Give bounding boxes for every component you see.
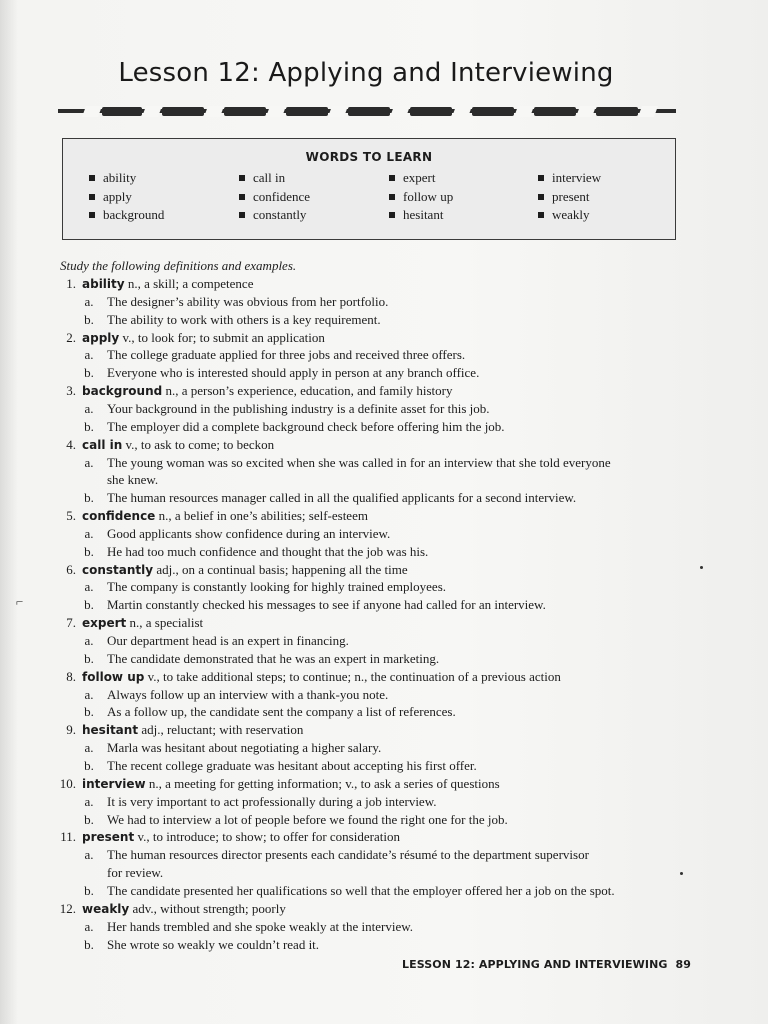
- square-bullet-icon: [239, 175, 245, 181]
- entry-number: 10.: [59, 775, 76, 791]
- entry-definition: adv., without strength; poorly: [129, 900, 286, 916]
- entry-definition: n., a person’s experience, education, and family history: [162, 383, 453, 399]
- speck: [700, 566, 703, 569]
- example-text: He had too much confidence and thought that the job was his.: [107, 543, 429, 559]
- vocab-word: [239, 206, 310, 225]
- example-letter: b.: [84, 418, 94, 434]
- example-letter: a.: [84, 347, 94, 363]
- vocab-word-text: background: [103, 207, 165, 223]
- vocab-word-text: hesitant: [403, 207, 444, 223]
- vocab-word: [89, 169, 164, 188]
- example-text: The human resources manager called in all the qualified applicants for a second interview.: [107, 490, 577, 506]
- example-text: The candidate presented her qualifications so well that the employer offered her a job on the spot.: [107, 882, 615, 898]
- vocab-word: [538, 169, 601, 188]
- footer-lesson-label: LESSON 12: APPLYING AND INTERVIEWING: [402, 958, 668, 971]
- words-to-learn-box: [62, 138, 676, 240]
- vocab-word: [538, 206, 601, 225]
- words-column: [538, 169, 601, 225]
- words-to-learn-heading: WORDS TO LEARN: [305, 150, 433, 164]
- example-text: Your background in the publishing industry is a definite asset for this job.: [107, 400, 490, 416]
- vocab-word: [89, 188, 164, 207]
- entry-definition: n., a belief in one’s abilities; self-esteem: [155, 508, 368, 523]
- vocab-word: [239, 188, 310, 207]
- entry-number: 4.: [66, 436, 76, 452]
- example-text: The human resources director presents each candidate’s résumé to the department supervisor: [107, 847, 589, 863]
- entry-number: 7.: [66, 615, 76, 631]
- example-text: As a follow up, the candidate sent the company a list of references.: [107, 704, 456, 720]
- example-letter: b.: [84, 882, 94, 898]
- entry-number: 2.: [66, 329, 76, 345]
- example-letter: b.: [84, 490, 94, 506]
- entry-word: confidence: [82, 509, 156, 523]
- entry-definition: v., to introduce; to show; to offer for consideration: [134, 829, 400, 845]
- example-letter: a.: [84, 847, 94, 863]
- entry-definition: adj., on a continual basis; happening all the time: [153, 561, 408, 577]
- entry-word: expert: [82, 616, 127, 631]
- entry-text: [82, 508, 368, 524]
- vocab-word: [89, 206, 164, 225]
- vocab-word-text: interview: [552, 170, 602, 186]
- entry-number: 5.: [66, 508, 76, 523]
- entry-word: apply: [82, 330, 120, 345]
- square-bullet-icon: [389, 212, 395, 218]
- example-text: Marla was hesitant about negotiating a higher salary.: [107, 740, 382, 756]
- entry-definition: n., a specialist: [126, 615, 204, 631]
- entry-number: 9.: [66, 722, 76, 738]
- example-letter: a.: [84, 293, 94, 309]
- example-letter: a.: [84, 633, 94, 648]
- example-letter: a.: [84, 400, 94, 416]
- square-bullet-icon: [239, 194, 245, 200]
- vocab-word-text: expert: [403, 170, 436, 186]
- example-letter: b.: [84, 704, 94, 720]
- example-text: The candidate demonstrated that he was an expert in marketing.: [107, 650, 440, 666]
- vocab-word-text: weakly: [552, 207, 590, 223]
- entry-definition: n., a skill; a competence: [124, 276, 254, 291]
- speck: [680, 872, 683, 875]
- example-text: We had to interview a lot of people before we found the right one for the job.: [107, 811, 508, 827]
- vocab-word: [239, 169, 310, 188]
- entry-number: 8.: [66, 668, 76, 684]
- square-bullet-icon: [538, 194, 544, 200]
- entry-text: [82, 383, 452, 399]
- vocab-word-text: apply: [103, 188, 132, 204]
- entry-text: [82, 437, 274, 453]
- entry-text: [82, 615, 203, 631]
- entry-definition: n., a meeting for getting information; v., to ask a series of questions: [145, 775, 500, 791]
- entry-number: 12.: [59, 900, 76, 916]
- vocab-word-text: confidence: [253, 188, 311, 204]
- square-bullet-icon: [89, 175, 95, 181]
- example-letter: b.: [84, 543, 94, 559]
- entry-word: present: [82, 830, 135, 845]
- example-text: She wrote so weakly we couldn’t read it.: [107, 936, 320, 952]
- example-text: The recent college graduate was hesitant about accepting his first offer.: [107, 758, 477, 773]
- entry-word: follow up: [82, 669, 145, 684]
- entry-word: ability: [82, 277, 125, 291]
- entry-word: interview: [82, 776, 146, 791]
- entry-text: [82, 829, 400, 845]
- decorative-band: [58, 106, 676, 117]
- example-text: Our department head is an expert in financing.: [107, 633, 349, 648]
- entry-text: [82, 562, 408, 578]
- example-letter: a.: [84, 740, 94, 756]
- entry-text: [82, 722, 303, 738]
- page-number: 89: [675, 958, 692, 971]
- example-text: Always follow up an interview with a thank-you note.: [107, 686, 389, 702]
- example-text: The company is constantly looking for highly trained employees.: [107, 579, 447, 595]
- margin-pen-mark: ⌐: [16, 594, 24, 609]
- entry-definition: v., to take additional steps; to continue; n., the continuation of a previous action: [144, 668, 561, 684]
- vocab-word: [389, 169, 453, 188]
- study-instructions: Study the following definitions and examples.: [60, 258, 297, 273]
- square-bullet-icon: [538, 212, 544, 218]
- example-letter: a.: [84, 686, 94, 702]
- example-text: The young woman was so excited when she was called in for an interview that she told everyone: [107, 454, 611, 470]
- example-text: Everyone who is interested should apply in person at any branch office.: [107, 365, 480, 381]
- example-text: The ability to work with others is a key requirement.: [107, 311, 381, 327]
- vocab-word: [538, 188, 601, 207]
- words-column: [239, 169, 310, 225]
- entry-definition: v., to ask to come; to beckon: [122, 436, 275, 452]
- vocab-word: [389, 206, 453, 225]
- entry-word: background: [82, 384, 163, 399]
- square-bullet-icon: [389, 194, 395, 200]
- lesson-title: Lesson 12: Applying and Interviewing: [118, 58, 614, 88]
- example-letter: b.: [84, 597, 94, 613]
- entry-word: constantly: [82, 562, 154, 577]
- entry-definition: v., to look for; to submit an application: [119, 329, 325, 345]
- example-text: It is very important to act professionally during a job interview.: [107, 793, 437, 809]
- entry-word: hesitant: [82, 723, 139, 738]
- entry-definition: adj., reluctant; with reservation: [138, 722, 304, 738]
- example-letter: b.: [84, 365, 94, 381]
- example-text: The employer did a complete background check before offering him the job.: [107, 418, 505, 434]
- vocab-word-text: call in: [253, 170, 286, 186]
- example-letter: a.: [84, 454, 94, 470]
- words-column: [89, 169, 164, 225]
- entry-word: call in: [82, 437, 123, 452]
- words-column: [389, 169, 453, 225]
- example-letter: a.: [84, 525, 94, 541]
- entry-word: weakly: [82, 901, 130, 916]
- entry-number: 3.: [66, 383, 76, 399]
- example-text: for review.: [107, 865, 164, 881]
- vocab-word-text: constantly: [253, 207, 307, 223]
- example-text: Good applicants show confidence during an interview.: [107, 525, 391, 541]
- entry-number: 11.: [60, 829, 76, 845]
- example-letter: a.: [84, 793, 94, 809]
- example-text: Her hands trembled and she spoke weakly at the interview.: [107, 918, 414, 934]
- example-letter: b.: [84, 811, 94, 827]
- example-letter: b.: [84, 936, 94, 952]
- vocab-word-text: present: [552, 188, 590, 204]
- example-text: Martin constantly checked his messages to see if anyone had called for an interview.: [107, 597, 546, 613]
- page-footer: [402, 958, 691, 971]
- square-bullet-icon: [538, 175, 544, 181]
- square-bullet-icon: [389, 175, 395, 181]
- example-letter: b.: [84, 650, 94, 666]
- entry-number: 1.: [66, 276, 76, 291]
- entry-number: 6.: [66, 561, 76, 577]
- example-letter: b.: [84, 311, 94, 327]
- vocab-word-text: ability: [103, 170, 137, 186]
- vocab-word-text: follow up: [403, 188, 454, 204]
- example-letter: a.: [84, 579, 94, 595]
- entry-text: [82, 669, 561, 685]
- entry-text: [82, 776, 500, 792]
- square-bullet-icon: [239, 212, 245, 218]
- example-letter: a.: [84, 918, 94, 934]
- vocab-word: [389, 188, 453, 207]
- entry-text: [82, 901, 286, 917]
- example-text: The designer’s ability was obvious from her portfolio.: [107, 293, 389, 309]
- example-text: The college graduate applied for three jobs and received three offers.: [107, 347, 466, 363]
- square-bullet-icon: [89, 194, 95, 200]
- example-letter: b.: [84, 758, 94, 773]
- square-bullet-icon: [89, 212, 95, 218]
- entry-text: [82, 276, 253, 292]
- entry-text: [82, 330, 325, 346]
- example-text: she knew.: [107, 472, 159, 488]
